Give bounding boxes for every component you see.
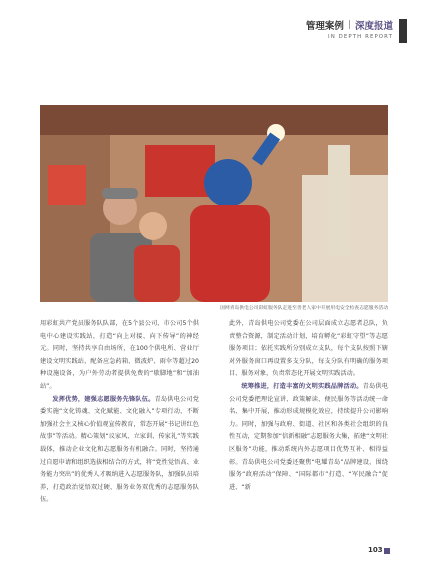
left-column: [40, 318, 199, 507]
paragraph-text: 青岛供电公司党委实施“文化铸魂、文化赋能、文化融入”专项行动，不断加强社会主义核心价值观宣传教育，常态开展“书记讲红色故事”等活动。精心策划“议家风、立家训、传家礼”等实践载体，推动企业文化和志愿服务有机融合。同时，坚持通过自愿申请和组织选拔相结合的方式，将“党性觉悟高、业务能力突出”的优秀人才吸纳进入志愿服务队，加强队员培养，打造政治觉悟双过硬、服务业务双优秀的志愿服务队伍。: [40, 395, 199, 504]
photo-worker-helmet: [204, 159, 252, 207]
section-separator: |: [347, 20, 351, 30]
subsection-title: 深度报道: [354, 21, 393, 32]
photo-red-poster: [48, 165, 86, 205]
photo-volunteer2-head: [139, 212, 167, 240]
paragraph-text: 用彩虹共产党员服务队队部，在5个县公司、市公司5个供电中心建设实践站，打造“向上对接、向下传导”的神经元。同时，坚持共享自由场所，在100个供电所、营业厅建设文明实践站，配备应急药箱、微波炉、雨伞等超过20种设施设备，为户外劳动者提供免费的“歇脚地”和“加油站”。: [40, 320, 199, 390]
paragraph-lead: 统筹推进，打造丰富的文明实践品牌活动。: [241, 382, 363, 390]
paragraph-text: 青岛供电公司党委把理论宣讲、政策解读、便民服务等活动统一命名、集中开展，推动形成规模化效应，持续提升公司影响力。同时，加强与政府、街道、社区和各类社会组织的良性互动，定期参加“信新相融”志愿服务大集，拓建“文明社区服务”功能，推动系统内外志愿项目优势互补、相得益彰。青岛供电公司党委还聚焦“电耀青岛”品牌建设，围绕服务“政府活动”保障、“国际都市”打造、“军民融合”促进、“新: [229, 382, 389, 491]
page-number: 103: [368, 546, 383, 554]
photo-volunteer2-body: [134, 245, 180, 302]
paragraph: [229, 381, 388, 494]
header-bar: [399, 19, 407, 43]
photo-red-banner: [145, 145, 215, 197]
paragraph: [40, 394, 199, 507]
photo-elder-cap: [102, 188, 138, 199]
page-marker: [384, 548, 390, 554]
paragraph: [229, 318, 388, 381]
header: [306, 18, 393, 40]
section-title: 管理案例: [305, 21, 344, 32]
photo-worker-body: [190, 205, 270, 302]
right-column: [229, 318, 388, 494]
paragraph-lead: 发挥优势，建强志愿服务先锋队伍。: [52, 395, 155, 403]
photo-caption: 国网青岛供电公司彩虹服务队走进至善老人家中开展用电安全检查志愿服务活动: [220, 306, 388, 311]
photo-window: [328, 145, 350, 255]
section-english: IN DEPTH REPORT: [328, 34, 393, 40]
paragraph-text: 此外，青岛供电公司党委在公司层面成立志愿者总队，负责整合资源，制定活动计划，培育孵化“彩虹守望”等志愿服务项目；依托实践所分别成立支队，每个支队按照下辖对外服务窗口再设置多支分队，每支分队有明确的服务项目、服务对象，负责常态化开展文明实践活动。: [229, 320, 388, 378]
photo-volunteers-inspection: [40, 105, 388, 302]
paragraph: [40, 318, 199, 394]
